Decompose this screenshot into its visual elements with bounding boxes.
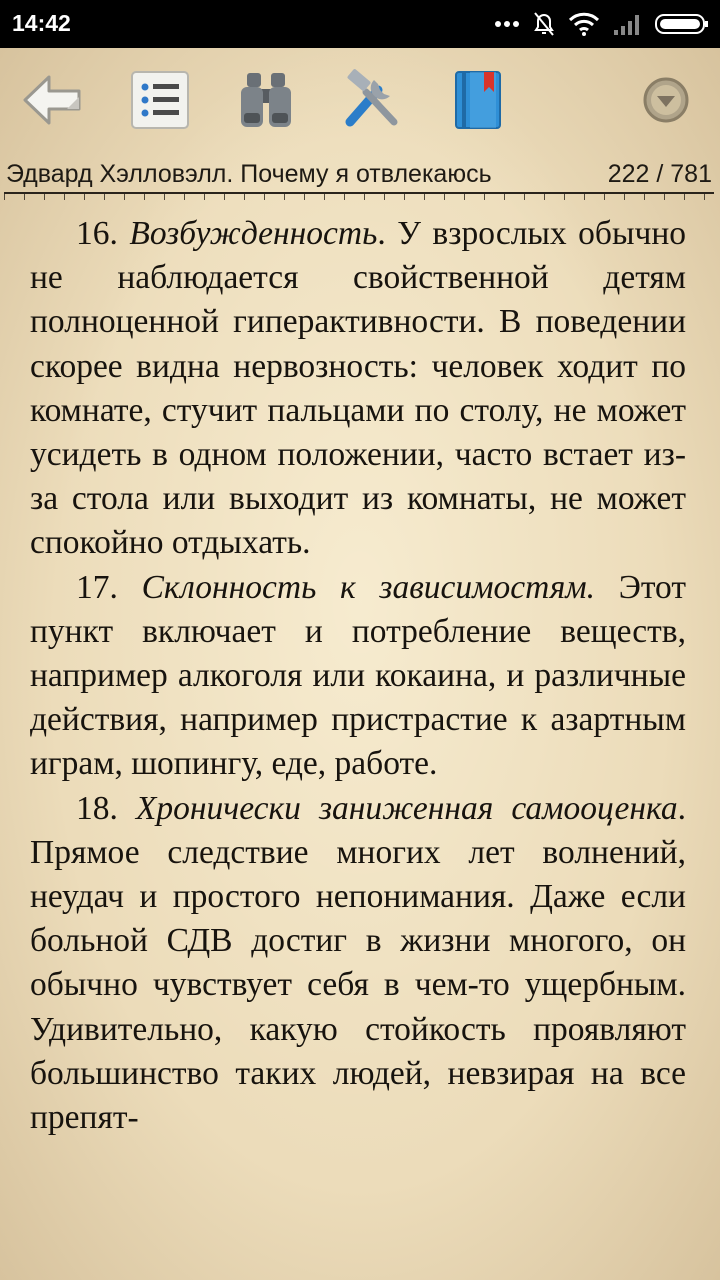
reading-area[interactable] <box>30 212 686 1140</box>
progress-ticks <box>4 194 714 200</box>
back-arrow-icon <box>21 73 87 127</box>
contents-button[interactable] <box>124 64 196 136</box>
battery-icon <box>654 12 710 36</box>
binoculars-icon <box>235 69 297 131</box>
chevron-down-circle-icon <box>641 75 691 125</box>
search-button[interactable] <box>230 64 302 136</box>
list-icon <box>129 69 191 131</box>
paragraph-16 <box>30 212 686 566</box>
book-title: Эдвард Хэлловэлл. Почему я отвлекаюсь <box>6 160 492 188</box>
reader-toolbar <box>0 48 720 156</box>
item-term: Хронически заниженная самооценка <box>135 789 678 827</box>
item-term: Возбужденность <box>129 215 378 252</box>
back-button[interactable] <box>18 64 90 136</box>
item-body: . Прямое следствие многих лет волнений, неудач и простого непонимания. Даже если больной СДВ достиг в жизни многого, он обычно чувствует себя в чем-то ущербным. Удивительно, какую стойкость проявляют большинство таких людей, невзирая на все препят- <box>30 789 686 1137</box>
book-header <box>0 158 720 196</box>
menu-button[interactable] <box>630 64 702 136</box>
wifi-icon <box>568 12 600 36</box>
alarm-off-icon <box>532 11 556 37</box>
item-body: . У взрослых обычно не наблюдается свойственной детям полноценной гиперактивности. В поведении скорее видна нервозность: человек ходит по комнате, стучит пальцами по столу, не может усидеть в одном положении, часто встает из-за стола или выходит из комнаты, не может спокойно отдыхать. <box>30 215 686 562</box>
item-number: 18. <box>76 789 136 827</box>
status-bar <box>0 0 720 48</box>
tools-icon <box>340 68 404 132</box>
item-number: 17. <box>76 568 142 606</box>
page-indicator: 222 / 781 <box>607 160 712 188</box>
status-icons <box>494 8 710 40</box>
bookmarks-button[interactable] <box>442 64 514 136</box>
signal-icon <box>612 12 642 36</box>
item-body: Этот пункт включает и потребление веществ, например алкоголя или кокаина, и различные действия, например пристрастие к азартным играм, шопингу, еде, работе. <box>30 568 687 783</box>
status-time: 14:42 <box>12 10 71 36</box>
paragraph-18 <box>30 787 686 1141</box>
settings-button[interactable] <box>336 64 408 136</box>
book-icon <box>450 68 506 132</box>
item-number: 16. <box>76 215 130 252</box>
paragraph-17 <box>30 566 686 787</box>
item-term: Склонность к зависимостям. <box>141 568 596 606</box>
more-dots-icon <box>494 19 520 29</box>
